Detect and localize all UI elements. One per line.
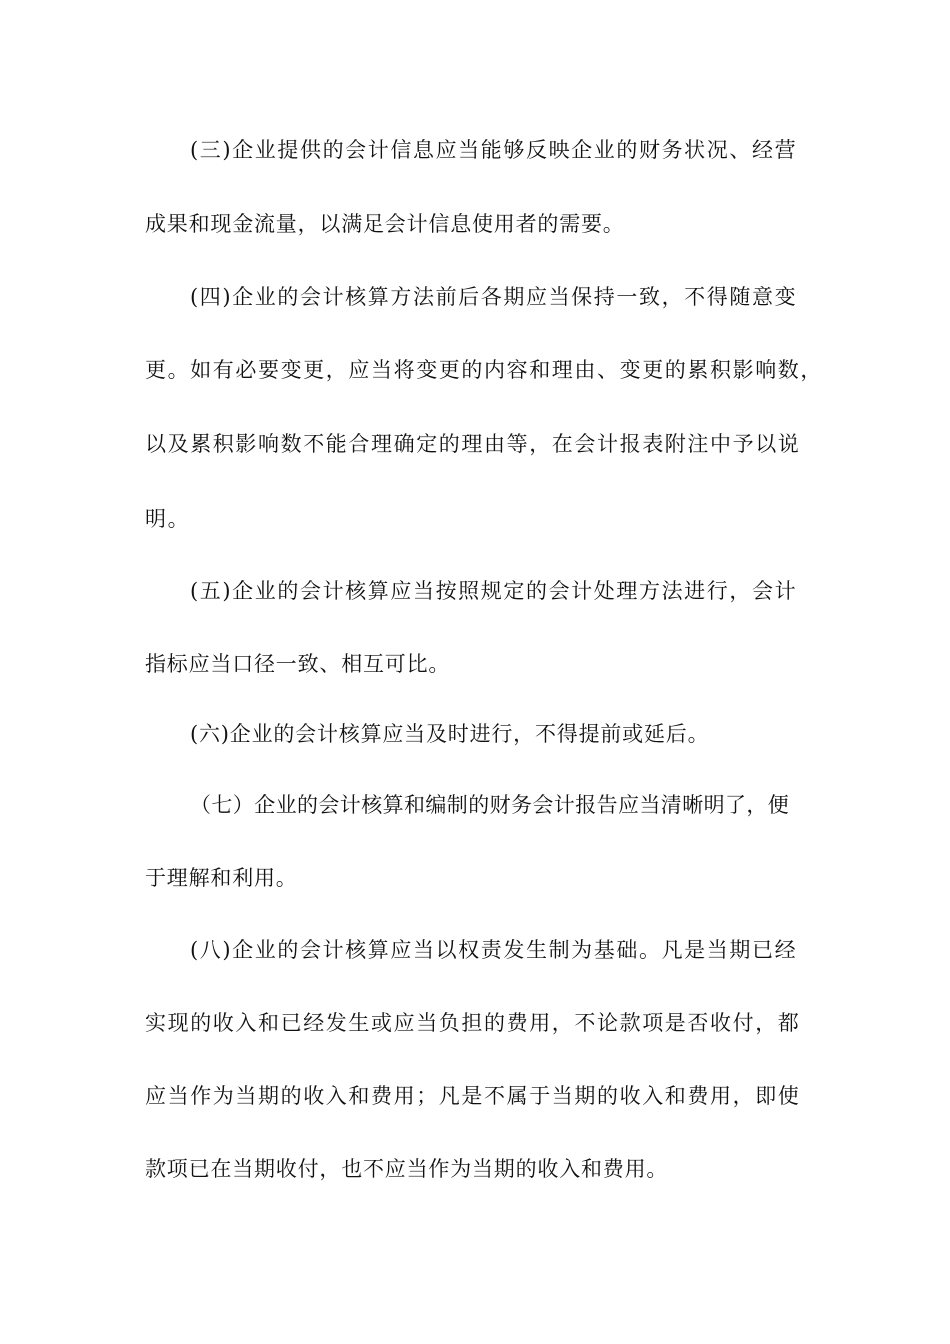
paragraph-8-line-3: 应当作为当期的收入和费用；凡是不属于当期的收入和费用，即使 (145, 1084, 801, 1108)
paragraph-5-line-1: (五)企业的会计核算应当按照规定的会计处理方法进行，会计 (190, 579, 798, 603)
paragraph-7-line-2: 于理解和利用。 (145, 866, 298, 890)
paragraph-8-line-4: 款项已在当期收付，也不应当作为当期的收入和费用。 (145, 1157, 669, 1181)
paragraph-3-line-1: (三)企业提供的会计信息应当能够反映企业的财务状况、经营 (190, 138, 798, 162)
paragraph-6-line-1: (六)企业的会计核算应当及时进行，不得提前或延后。 (190, 722, 710, 746)
paragraph-8-line-2: 实现的收入和已经发生或应当负担的费用，不论款项是否收付，都 (145, 1011, 801, 1035)
paragraph-7-line-1: （七）企业的会计核算和编制的财务会计报告应当清晰明了，便 (190, 793, 790, 817)
paragraph-4-line-1: (四)企业的会计核算方法前后各期应当保持一致，不得随意变 (190, 285, 798, 309)
paragraph-4-line-4: 明。 (145, 507, 191, 531)
paragraph-3-line-2: 成果和现金流量，以满足会计信息使用者的需要。 (145, 212, 625, 236)
paragraph-4-line-3: 以及累积影响数不能合理确定的理由等，在会计报表附注中予以说 (145, 432, 801, 456)
paragraph-4-line-2: 更。如有必要变更，应当将变更的内容和理由、变更的累积影响数， (145, 358, 823, 382)
paragraph-8-line-1: (八)企业的会计核算应当以权责发生制为基础。凡是当期已经 (190, 938, 798, 962)
paragraph-5-line-2: 指标应当口径一致、相互可比。 (145, 652, 451, 676)
